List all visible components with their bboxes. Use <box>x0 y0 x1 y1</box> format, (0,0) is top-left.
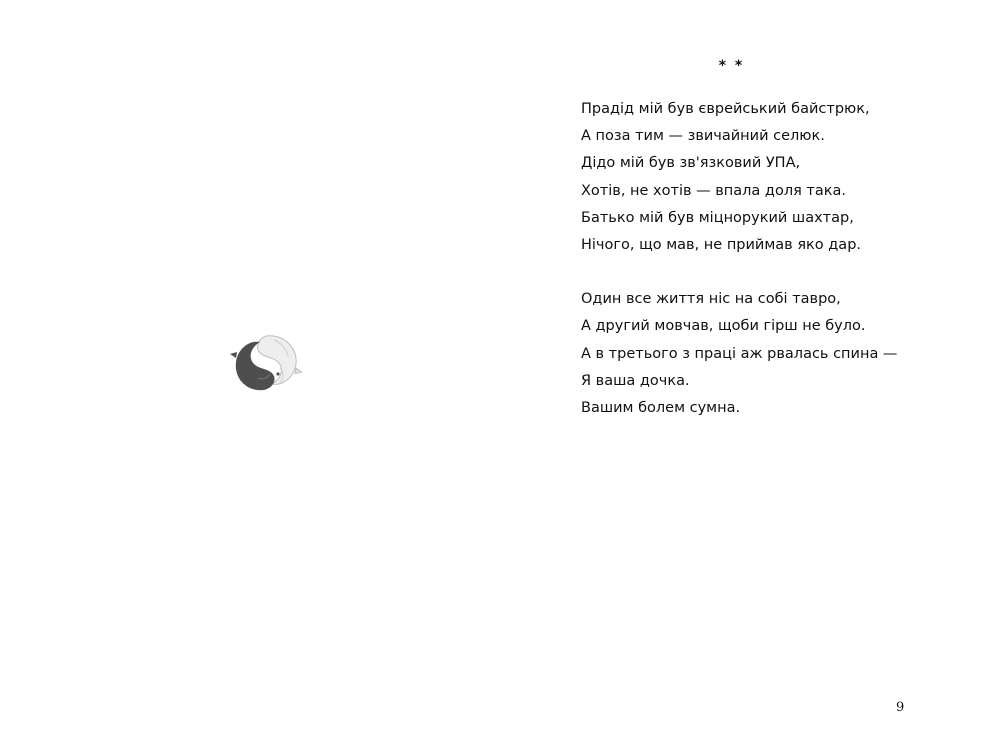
poem-line: Один все життя ніс на собі тавро, <box>581 291 841 308</box>
poem-line: Вашим болем сумна. <box>581 400 741 417</box>
page-number: 9 <box>896 700 905 715</box>
right-page <box>496 0 993 756</box>
section-divider: * * <box>718 58 745 74</box>
poem-line: Прадід мій був єврейський байстрюк, <box>581 101 870 117</box>
stanza-2 <box>581 286 971 422</box>
poem-line: А в третього з праці аж рвалась спина — <box>581 345 898 362</box>
poem-line: Батько мій був міцнорукий шахтар, <box>581 209 854 226</box>
poem-line: А поза тим — звичайний селюк. <box>581 128 825 145</box>
poem-line: А другий мовчав, щоби гірш не було. <box>581 318 866 335</box>
poem-line: Нічого, що мав, не приймав яко дар. <box>581 237 862 254</box>
left-page <box>0 0 496 756</box>
stanza-1 <box>581 96 971 259</box>
poem-line: Дідо мій був зв'язковий УПА, <box>581 155 801 172</box>
poem <box>581 96 971 449</box>
poem-line: Хотів, не хотів — впала доля така. <box>581 182 847 199</box>
poem-line: Я ваша дочка. <box>581 372 690 389</box>
yin-yang-dolphins-icon <box>228 328 304 398</box>
